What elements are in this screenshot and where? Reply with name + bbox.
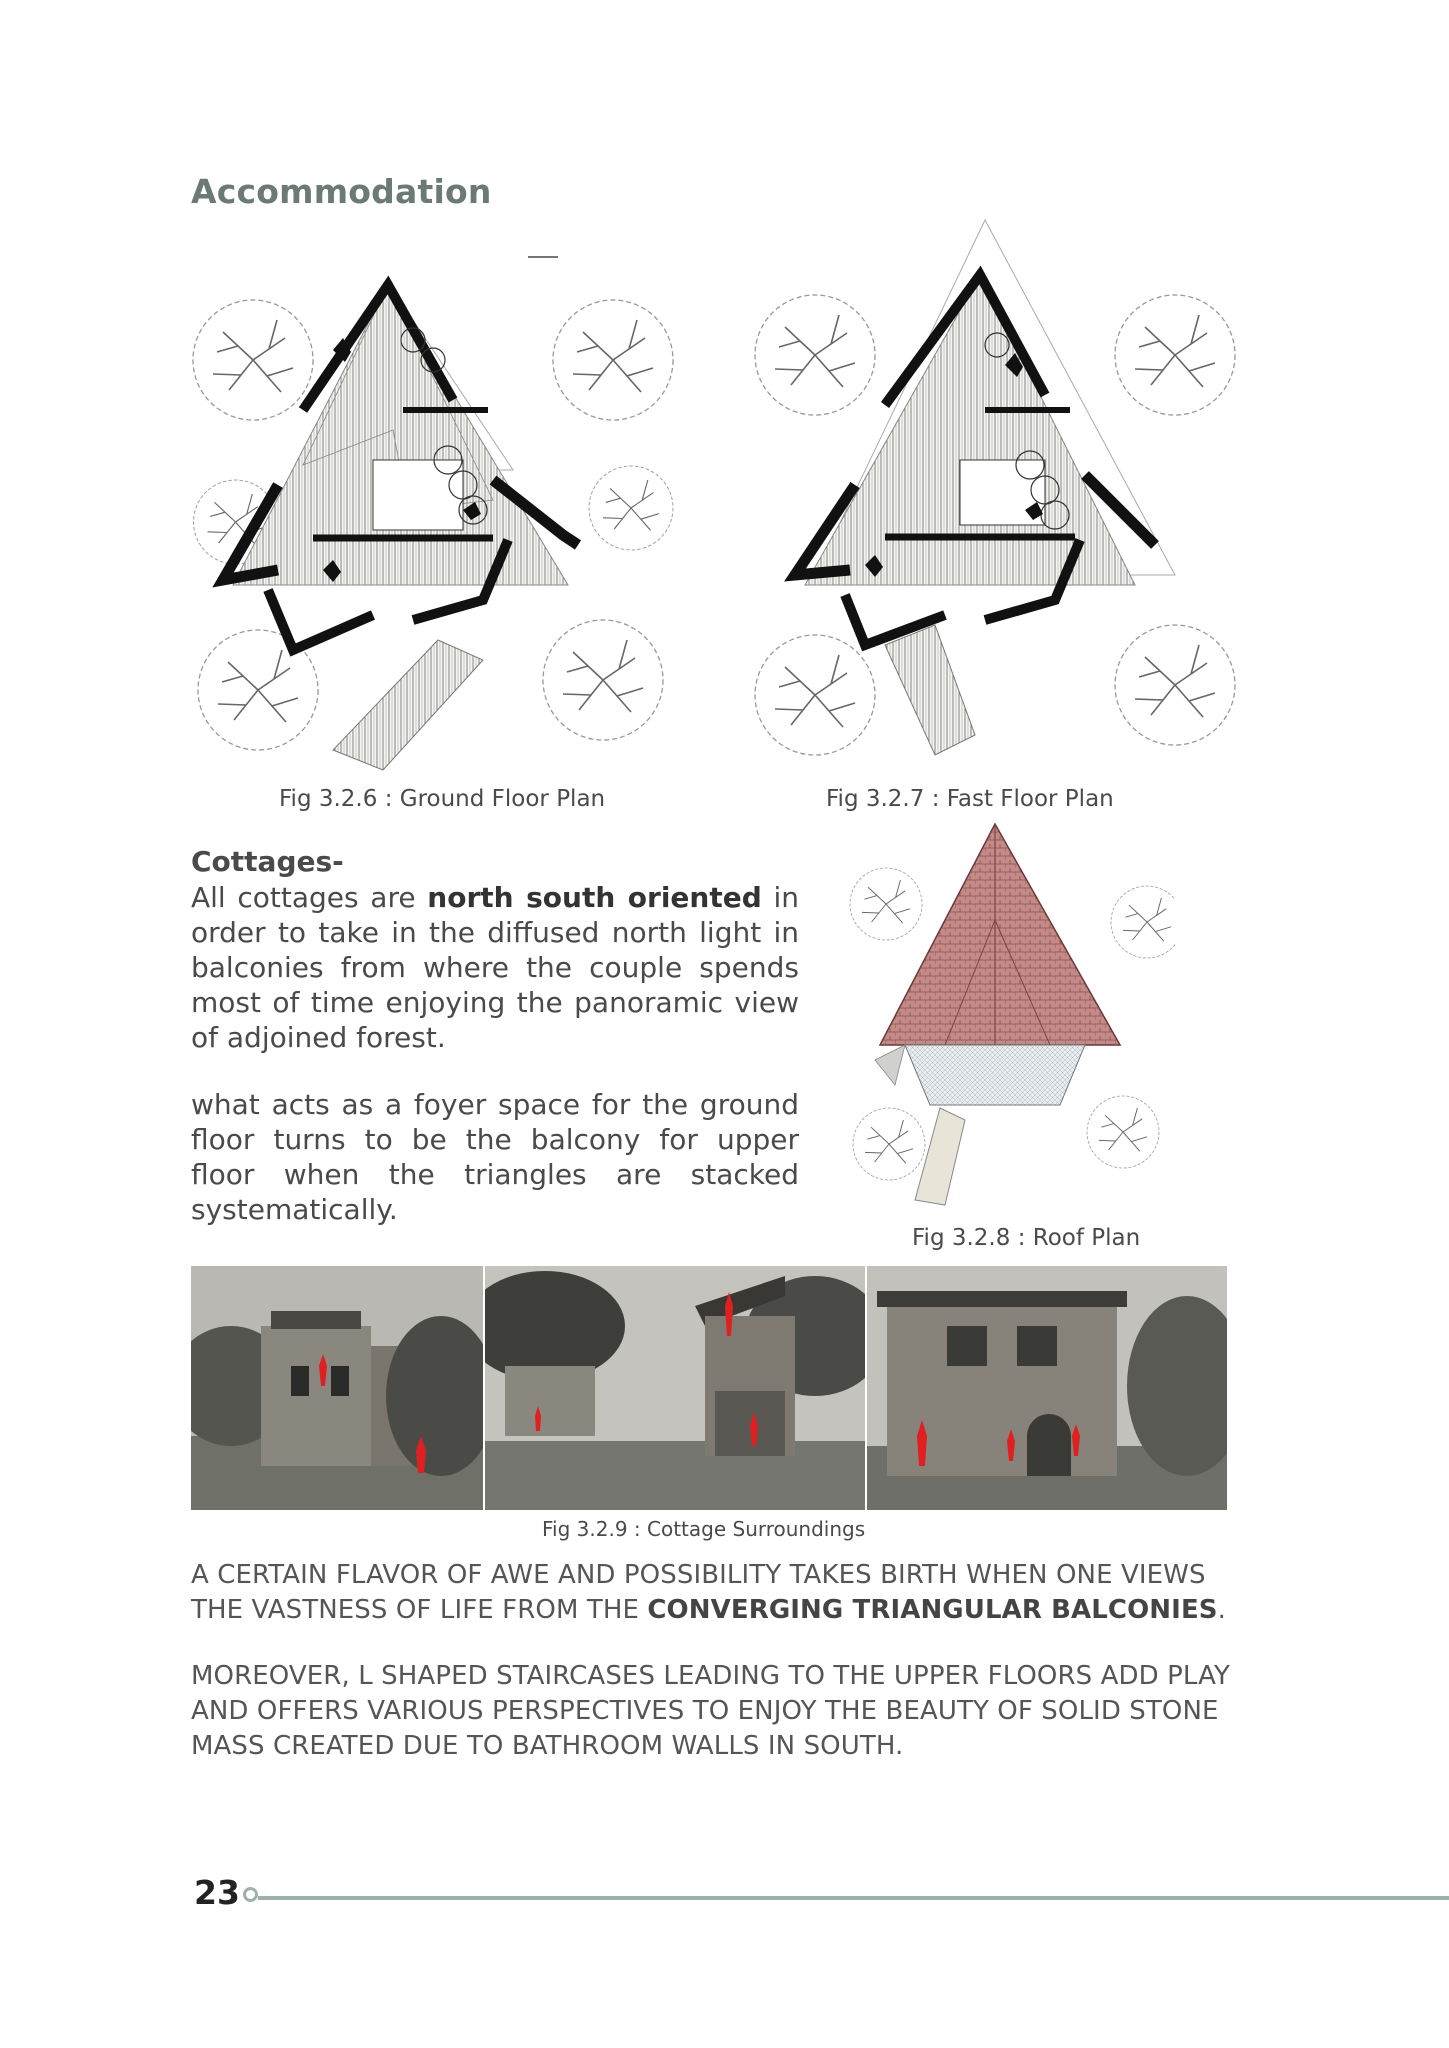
section-title: Accommodation bbox=[191, 172, 492, 211]
footer-rule bbox=[258, 1896, 1449, 1900]
cottages-paragraph-2: what acts as a foyer space for the ground floor turns to be the balcony for upper floor when the triangles are stacked systematically. bbox=[191, 1088, 799, 1226]
balconies-emphasis: CONVERGING TRIANGULAR BALCONIES bbox=[647, 1595, 1218, 1625]
cottages-p1-start: All cottages are bbox=[191, 881, 428, 914]
cottage-photo-1 bbox=[191, 1266, 483, 1510]
balconies-statement-start: A CERTAIN FLAVOR OF AWE AND POSSIBILITY TAKES BIRTH WHEN ONE VIEWS THE VASTNESS OF LIFE FROM THE bbox=[191, 1560, 1206, 1625]
divider bbox=[528, 256, 558, 258]
cottages-paragraph-1 bbox=[191, 880, 799, 1055]
roof-plan-drawing bbox=[835, 820, 1175, 1220]
footer-dot bbox=[243, 1887, 258, 1902]
cottages-heading: Cottages- bbox=[191, 845, 344, 878]
surroundings-caption: Fig 3.2.9 : Cottage Surroundings bbox=[542, 1517, 866, 1541]
cottage-photo-3 bbox=[867, 1266, 1227, 1510]
orientation-emphasis: north south oriented bbox=[427, 881, 762, 914]
cottage-photo-2 bbox=[485, 1266, 865, 1510]
ground-floor-caption: Fig 3.2.6 : Ground Floor Plan bbox=[279, 786, 606, 812]
balconies-statement-end: . bbox=[1217, 1595, 1227, 1625]
page-number: 23 bbox=[194, 1873, 240, 1912]
first-floor-plan-drawing bbox=[735, 215, 1255, 780]
staircase-statement: MOREOVER, L SHAPED STAIRCASES LEADING TO THE UPPER FLOORS ADD PLAY AND OFFERS VARIOUS PERSPECTIVES TO ENJOY THE BEAUTY OF SOLID STONE MASS CREATED DUE TO BATHROOM WALLS IN SOUTH. bbox=[191, 1661, 1230, 1761]
ground-floor-plan-drawing bbox=[183, 270, 683, 780]
cottages-p1-end: in order to take in the diffused north light in balconies from where the couple spends most of time enjoying the panoramic view of adjoined forest. bbox=[191, 881, 799, 1054]
balconies-statement bbox=[191, 1558, 1231, 1628]
roof-plan-caption: Fig 3.2.8 : Roof Plan bbox=[912, 1225, 1141, 1251]
first-floor-caption: Fig 3.2.7 : Fast Floor Plan bbox=[826, 786, 1114, 812]
